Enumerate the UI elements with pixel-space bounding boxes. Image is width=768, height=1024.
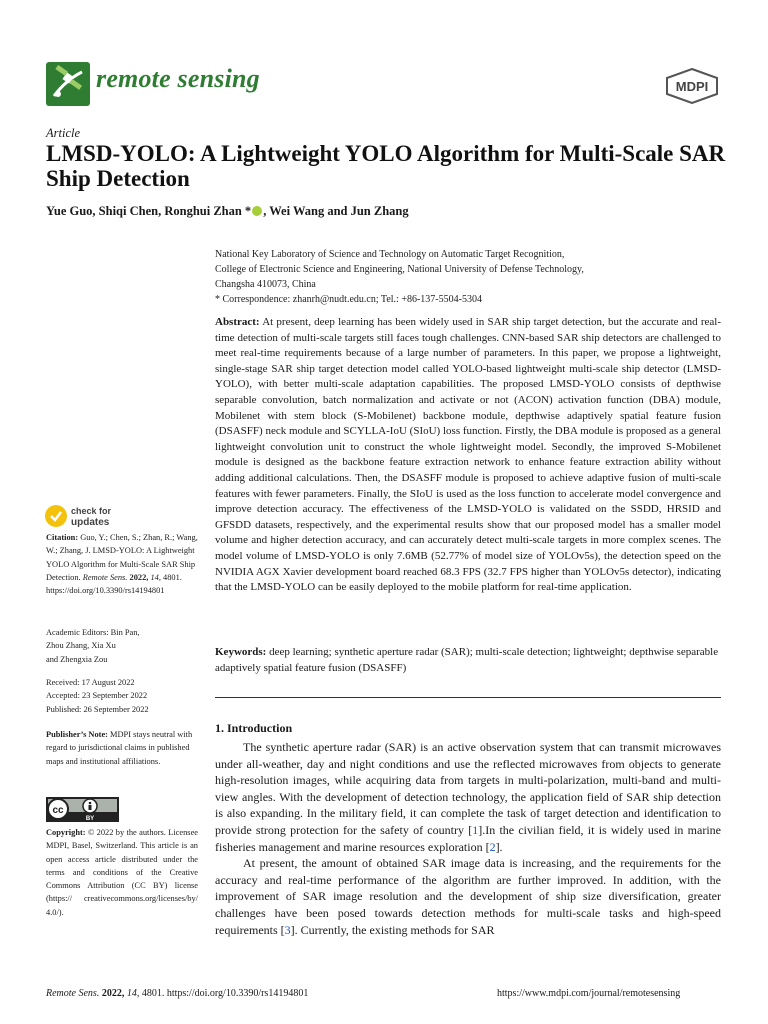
authors-part2: , Wei Wang and Jun Zhang [263, 204, 409, 218]
check-updates-line1: check for [71, 506, 112, 516]
intro-paragraph [215, 739, 721, 855]
affiliation-line: College of Electronic Science and Engineering, National University of Defense Technology, [215, 264, 584, 275]
footer-journal-url[interactable]: https://www.mdpi.com/journal/remotesensing [497, 988, 681, 999]
abstract [215, 315, 721, 596]
footer-citation [46, 988, 308, 999]
publisher-note [46, 728, 198, 768]
reference-link-3[interactable]: 3 [284, 922, 291, 937]
svg-text:cc: cc [52, 805, 64, 816]
citation-doi-link[interactable]: https://doi.org/10.3390/rs14194801 [46, 586, 165, 596]
editors-line: Academic Editors: Bin Pan, [46, 628, 140, 637]
journal-logo-icon [46, 62, 90, 106]
intro-text: The synthetic aperture radar (SAR) is an active observation system that can transmit microwaves under all-weather, day and night conditions and use the reflected microwaves from objects to generate high-resolution images, while acquiring data from targets in multi-polarization, multi-band and multi-view angles. With the development of detection technology, the application field of SAR ship detection is also expanding. In the military field, it can complete the task of target detection and identification to provide strong protection for the safety of country [ [215, 740, 721, 837]
mdpi-logo-text: MDPI [675, 79, 709, 94]
copyright-text: © 2022 by the authors. Licensee MDPI, Basel, Switzerland. This article is an open access article distributed under the terms and conditions of the Creative Commons Attribution (CC BY) license (https:// creativecommons.org/licenses/by/ 4.0/). [46, 828, 198, 917]
article-type: Article [46, 126, 81, 140]
affiliation-line: Changsha 410073, China [215, 279, 316, 290]
footer-year: 2022, [101, 988, 125, 999]
section-divider [215, 697, 721, 698]
footer-journal: Remote Sens. [46, 988, 100, 999]
copyright-block [46, 826, 198, 919]
editors-line: and Zhengxia Zou [46, 654, 108, 664]
academic-editors [46, 626, 198, 666]
reference-link-2[interactable]: 2 [489, 839, 496, 854]
citation-page: 4801. [163, 572, 182, 582]
footer-volume: 14, [126, 988, 140, 999]
affiliations [215, 247, 735, 307]
intro-text: At present, the amount of obtained SAR image data is increasing, and the requirements for the accuracy and real-time performance of the algorithm are further improved. In addition, with the improvement of SAR image resolution and the development of ship size diversification, greater challenges have been posed towards detection methods for multi-scale tasks and high-speed requirements [ [215, 856, 721, 937]
citation-label: Citation: [46, 533, 79, 542]
cc-by-license-icon[interactable] [46, 797, 119, 822]
citation-block [46, 531, 198, 597]
citation-text: Guo, Y.; Chen, S.; Zhan, R.; Wang, W.; Zhang, J. LMSD-YOLO: A Lightweight YOLO Algorithm for Multi-Scale SAR Ship Detection. [46, 533, 198, 582]
intro-text: ]. [495, 839, 503, 854]
journal-name: remote sensing [96, 64, 260, 93]
mdpi-logo-icon [665, 68, 719, 104]
affiliation-line: National Key Laboratory of Science and Technology on Automatic Target Recognition, [215, 249, 565, 260]
keywords [215, 645, 721, 676]
citation-journal: Remote Sens. [82, 572, 128, 582]
author-list [46, 204, 409, 219]
cc-badge-text: BY [85, 816, 95, 822]
citation-year: 2022, [129, 572, 149, 582]
editors-line: Zhou Zhang, Xia Xu [46, 641, 116, 651]
check-for-updates-badge[interactable] [44, 504, 154, 528]
accepted-date: Accepted: 23 September 2022 [46, 691, 148, 701]
publisher-note-label: Publisher’s Note: [46, 730, 108, 739]
footer-doi: 4801. https://doi.org/10.3390/rs14194801 [141, 988, 309, 999]
check-updates-line2: updates [71, 517, 110, 528]
correspondence-line: * Correspondence: zhanrh@nudt.edu.cn; Tel.: +86-137-5504-5304 [215, 294, 482, 305]
orcid-icon[interactable] [252, 206, 262, 216]
intro-text: ].In the civilian field, it is widely used in marine fisheries management and marine resources exploration [ [215, 822, 721, 854]
abstract-label: Abstract: [215, 316, 260, 328]
section-heading: 1. Introduction [215, 721, 293, 735]
received-date: Received: 17 August 2022 [46, 678, 135, 687]
publisher-note-text: MDPI stays neutral with regard to jurisdictional claims in published maps and institutional affiliations. [46, 730, 193, 766]
page-title: LMSD-YOLO: A Lightweight YOLO Algorithm for Multi-Scale SAR Ship Detection [46, 141, 726, 191]
intro-text: ]. Currently, the existing methods for SAR [290, 922, 495, 937]
authors-part1: Yue Guo, Shiqi Chen, Ronghui Zhan * [46, 204, 252, 218]
keywords-label: Keywords: [215, 646, 267, 658]
copyright-label: Copyright: [46, 828, 86, 837]
citation-volume: 14, [150, 572, 161, 582]
introduction-body [215, 739, 721, 938]
publication-dates [46, 676, 198, 716]
keywords-text: deep learning; synthetic aperture radar (SAR); multi-scale detection; lightweight; depthwise separable adaptively spatial feature fusion (DSASFF) [215, 646, 719, 674]
published-date: Published: 26 September 2022 [46, 704, 149, 714]
reference-link-1[interactable]: 1 [472, 822, 479, 837]
abstract-text: At present, deep learning has been widely used in SAR ship target detection, but the accurate and real-time detection of multi-scale targets still faces tough challenges. CNN-based SAR ship detectors are challenged to meet real-time requirements because of a large number of parameters. In this paper, we propose a lightweight, single-stage SAR ship target detection model called YOLO-based lightweight multi-scale ship detector (LMSD-YOLO), with better multi-scale adaptation capabilities. The proposed LMSD-YOLO consists of depthwise separable convolution, batch normalization and activate or not (ACON) activation function (DBA) module, Mobilenet with stem block (S-Mobilenet) backbone module, depthwise adaptively spatial feature fusion (DSASFF) neck module and SCYLLA-IoU (SIoU) loss function. Firstly, the DBA module is proposed as a general lightweight convolution unit to construct the whole lightweight model. Secondly, the improved S-Mobilenet module is designed as the backbone feature extraction network to enhance feature extraction ability without adding additional calculations. Then, the DSASFF module is proposed to achieve adaptive fusion of multi-scale features with fewer parameters. Finally, the SIoU is used as the loss function to accelerate model convergence and improve detection accuracy. The effectiveness of the LMSD-YOLO is validated on the SSDD, HRSID and GFSDD datasets, respectively, and the experimental results show that our proposed model has a smaller model volume and higher detection accuracy, and can accurately detect multi-scale targets in more complex scenes. The model volume of LMSD-YOLO is only 7.6MB (52.77% of model size of YOLOv5s), the detection speed on the NVIDIA AGX Xavier development board reached 68.3 FPS (32.7 FPS higher than YOLOv5s detector), indicating that the LMSD-YOLO can be easily deployed to the mobile platform for real-time application. [215, 316, 721, 594]
intro-paragraph [215, 855, 721, 938]
